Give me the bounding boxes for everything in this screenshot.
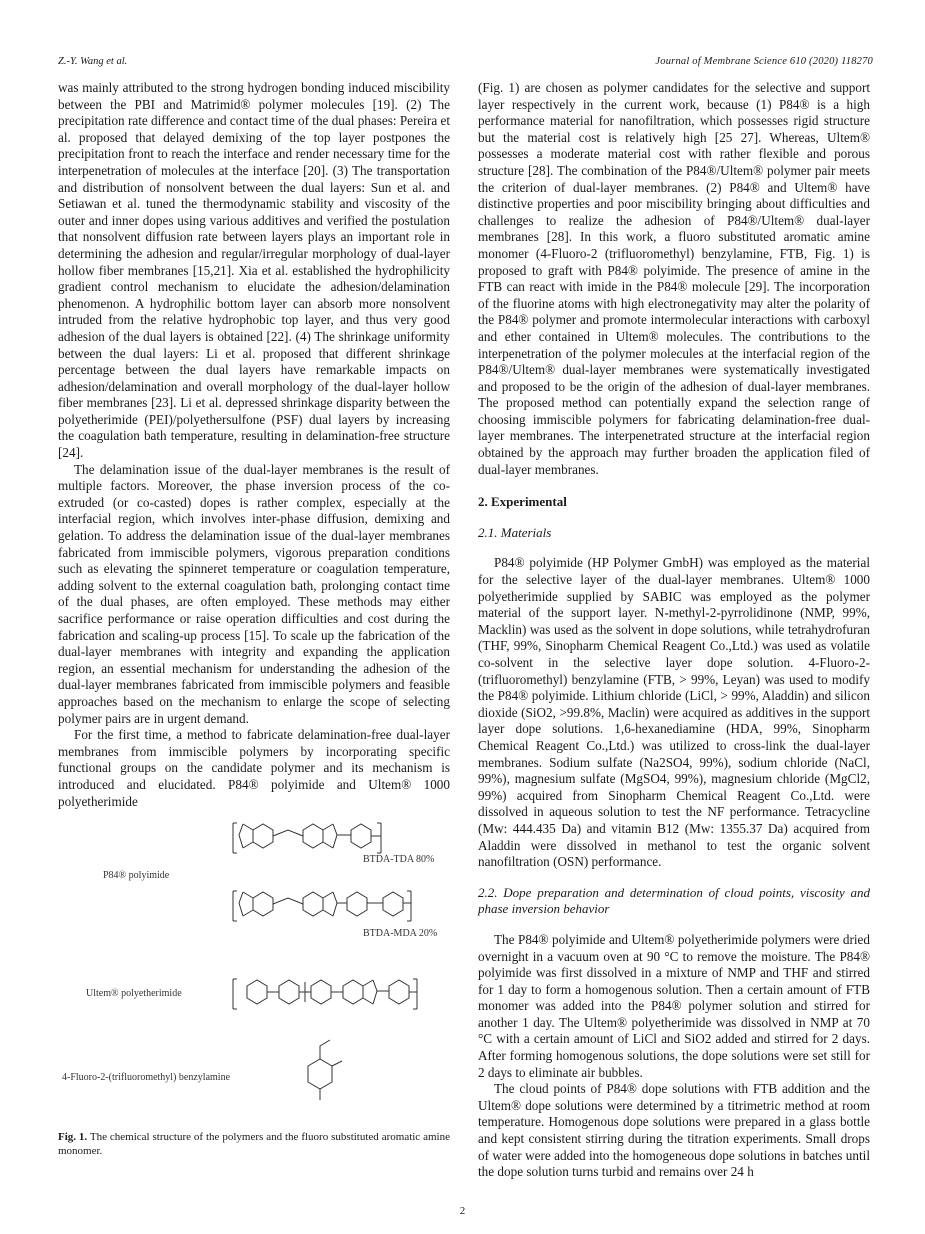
caption-text: The chemical structure of the polymers and the fluoro substituted aromatic amine monomer. <box>58 1131 450 1157</box>
paragraph: was mainly attributed to the strong hydrogen bonding induced miscibility between the PBI and Matrimid® polymer molecules [19]. (2) The precipitation rate difference and contact time of the dual phases: Pereira et al. proposed that delayed demixing of the top layer postpones the precipitation front to reach the interface and render necessary time for the interpenetration of molecules at the interface [20]. (3) The transportation and distribution of nonsolvent between the dual layers: Sun et al. and Setiawan et al. tuned the thermodynamic stability and viscosity of the outer and inner dopes using various additives and verified the postulation that nonsolvent diffusion rate between layers plays an important role in determining the adhesion and regular/irregular morphology of dual-layer hollow fiber membranes [15,21]. Xia et al. established the hydrophilicity gradient control mechanism to elucidate the adhesion/delamination phenomenon. A hydrophilic bottom layer can absorb more nonsolvent intruded from the relative hydrophobic top layer, and thus very good adhesion of the dual layers is obtained [22]. (4) The shrinkage uniformity between the dual layers: Li et al. proposed that different shrinkage percentage between the dual layers have remarkable impacts on adhesion/delamination and overall morphology of the dual-layer hollow fiber membranes [23]. Li et al. depressed shrinkage disparity between the polyetherimide (PEI)/polyethersulfone (PSF) dual layers by increasing the coagulation bath temperature, resulting in delamination-free structure [24]. <box>58 80 450 461</box>
caption-lead: Fig. 1. <box>58 1131 88 1143</box>
label-btda-mda: BTDA-MDA 20% <box>363 928 438 939</box>
paragraph: For the first time, a method to fabricate delamination-free dual-layer membranes from immiscible polymers by incorporating specific functional groups on the candidate polymer and its mechanism is introduced and elucidated. P84® polyimide and Ultem® 1000 polyetherimide <box>58 727 450 809</box>
label-p84: P84® polyimide <box>103 870 170 881</box>
running-header-authors: Z.-Y. Wang et al. <box>58 56 128 67</box>
running-header-journal: Journal of Membrane Science 610 (2020) 118270 <box>655 56 873 67</box>
paragraph: The P84® polyimide and Ultem® polyetherimide polymers were dried overnight in a vacuum oven at 90 °C to remove the moisture. The P84® polyimide was first dissolved in a mixture of NMP and THF and stirred for 1 day to form a homogenous solution. Then a certain amount of FTB monomer was added into the P84® polymer solution and stirred for another 1 day. The Ultem® polyetherimide was dissolved in NMP at 70 °C with a certain amount of LiCl and SiO2 added and stirred for 2 days. After forming homogenous solutions, the dope solutions were set still for 2 days to eliminate air bubbles. <box>478 931 870 1080</box>
left-column <box>58 80 450 810</box>
figure-1 <box>58 808 450 1126</box>
right-column <box>478 80 870 1181</box>
label-ultem: Ultem® polyetherimide <box>86 988 182 999</box>
subsection-heading: 2.2. Dope preparation and determination of cloud points, viscosity and phase inversion behavior <box>478 884 870 917</box>
section-heading: 2. Experimental <box>478 494 567 510</box>
figure-caption <box>58 1130 450 1158</box>
subsection-heading: 2.1. Materials <box>478 524 552 540</box>
paragraph: (Fig. 1) are chosen as polymer candidates for the selective and support layer respectively in the current work, because (1) P84® is a high performance material for nanofiltration, which possesses rigid structure but the material cost is relatively high [25 27]. Whereas, Ultem® possesses a moderate material cost with rather flexible and porous structure [28]. The combination of the P84®/Ultem® polymer pair meets the criterion of dual-layer membranes. (2) P84® and Ultem® have distinctive properties and poor miscibility bringing about difficulties and challenges to realize the adhesion of P84®/Ultem® dual-layer membranes [28]. In this work, a fluoro substituted aromatic amine monomer (4-Fluoro-2 (trifluoromethyl) benzylamine, FTB, Fig. 1) is proposed to graft with P84® polyimide. The presence of amine in the FTB can react with imide in the P84® molecule [29]. The incorporation of the fluorine atoms with high electronegativity may alter the polarity of the P84® polymer and promote intermolecular interactions with carboxyl and ether contained in Ultem® molecules. The contributions to the interpenetration of the polymer molecules at the interfacial region of the P84®/Ultem® dual-layer membranes were systematically investigated and proposed to be the origin of the adhesion of dual-layer membranes. The proposed method can potentially expand the selection range of choosing immiscible polymers for fabricating delamination-free dual-layer membranes. The interpenetrated structure at the interfacial region obtained by the approach may further broaden the application filed of dual-layer membranes. <box>478 80 870 477</box>
paragraph: P84® polyimide (HP Polymer GmbH) was employed as the material for the selective layer of the dual-layer membranes. Ultem® 1000 polyetherimide supplied by SABIC was employed as the polymer material of the support layer. N-methyl-2-pyrrolidinone (NMP, 99%, Macklin) was used as the solvent in dope solutions, while tetrahydrofuran (THF, 99%, Sinopharm Chemical Reagent Co.,Ltd.) was used as volatile co-solvent in the selective layer dope solution. 4-Fluoro-2-(trifluoromethyl) benzylamine (FTB, > 99%, Leyan) was used to modify the P84® polyimide. Lithium chloride (LiCl, > 99%, Aladdin) and silicon dioxide (SiO2, >99.8%, Maclin) were acquired as additives in the support layer dope solutions. 1,6-hexanediamine (HDA, 99%, Sinopharm Chemical Reagent Co.,Ltd.) was utilized to cross-link the dual-layer membranes. Sodium sulfate (Na2SO4, 99%), sodium chloride (NaCl, 99%), magnesium sulfate (MgSO4, 99%), magnesium chloride (MgCl2, 99%) acquired from Sinopharm Chemical Reagent Co.,Ltd. were dissolved in aqueous solution to test the NF performance. Tetracycline (Mw: 444.435 Da) and vitamin B12 (Mw: 1355.37 Da) acquired from Aladdin were dissolved in methanol to test the organic solvent nanofiltration (OSN) performance. <box>478 555 870 870</box>
label-btda-tda: BTDA-TDA 80% <box>363 854 435 865</box>
label-ftb: 4-Fluoro-2-(trifluoromethyl) benzylamine <box>62 1072 231 1083</box>
page-number: 2 <box>459 1205 466 1217</box>
paragraph: The cloud points of P84® dope solutions with FTB addition and the Ultem® dope solutions were determined by a titrimetric method at room temperature. Homogenous dope solutions were prepared in a glass bottle and kept consistent stirring during the titration experiments. Small drops of water were added into the homogeneous dope solutions in batches until the dope solution turns turbid and remains over 24 h <box>478 1081 870 1180</box>
paragraph: The delamination issue of the dual-layer membranes is the result of multiple factors. Moreover, the phase inversion process of the co-extruded (or co-casted) dopes is rather complex, especially at the interfacial region, which involves inter-phase diffusion, demixing and gelation. To address the delamination issue of the dual-layer membranes fabricated from immiscible polymers, vigorous preparation conditions such as elevating the spinneret temperature or coagulation temperature, adding solvent to the external coagulation bath, prolonging contact time of the dual phases, are often employed. These methods may either sacrifice performance or raise operation difficulties and cost during the fabrication and scaling-up process [15]. To scale up the fabrication of the dual-layer membranes with integrity and expanding the application region, an essential mechanism for understanding the adhesion of the dual-layer membranes fabricated from immiscible polymers and feasible approaches based on the mechanism to enlarge the scope of selecting polymer pairs are in urgent demand. <box>58 461 450 726</box>
